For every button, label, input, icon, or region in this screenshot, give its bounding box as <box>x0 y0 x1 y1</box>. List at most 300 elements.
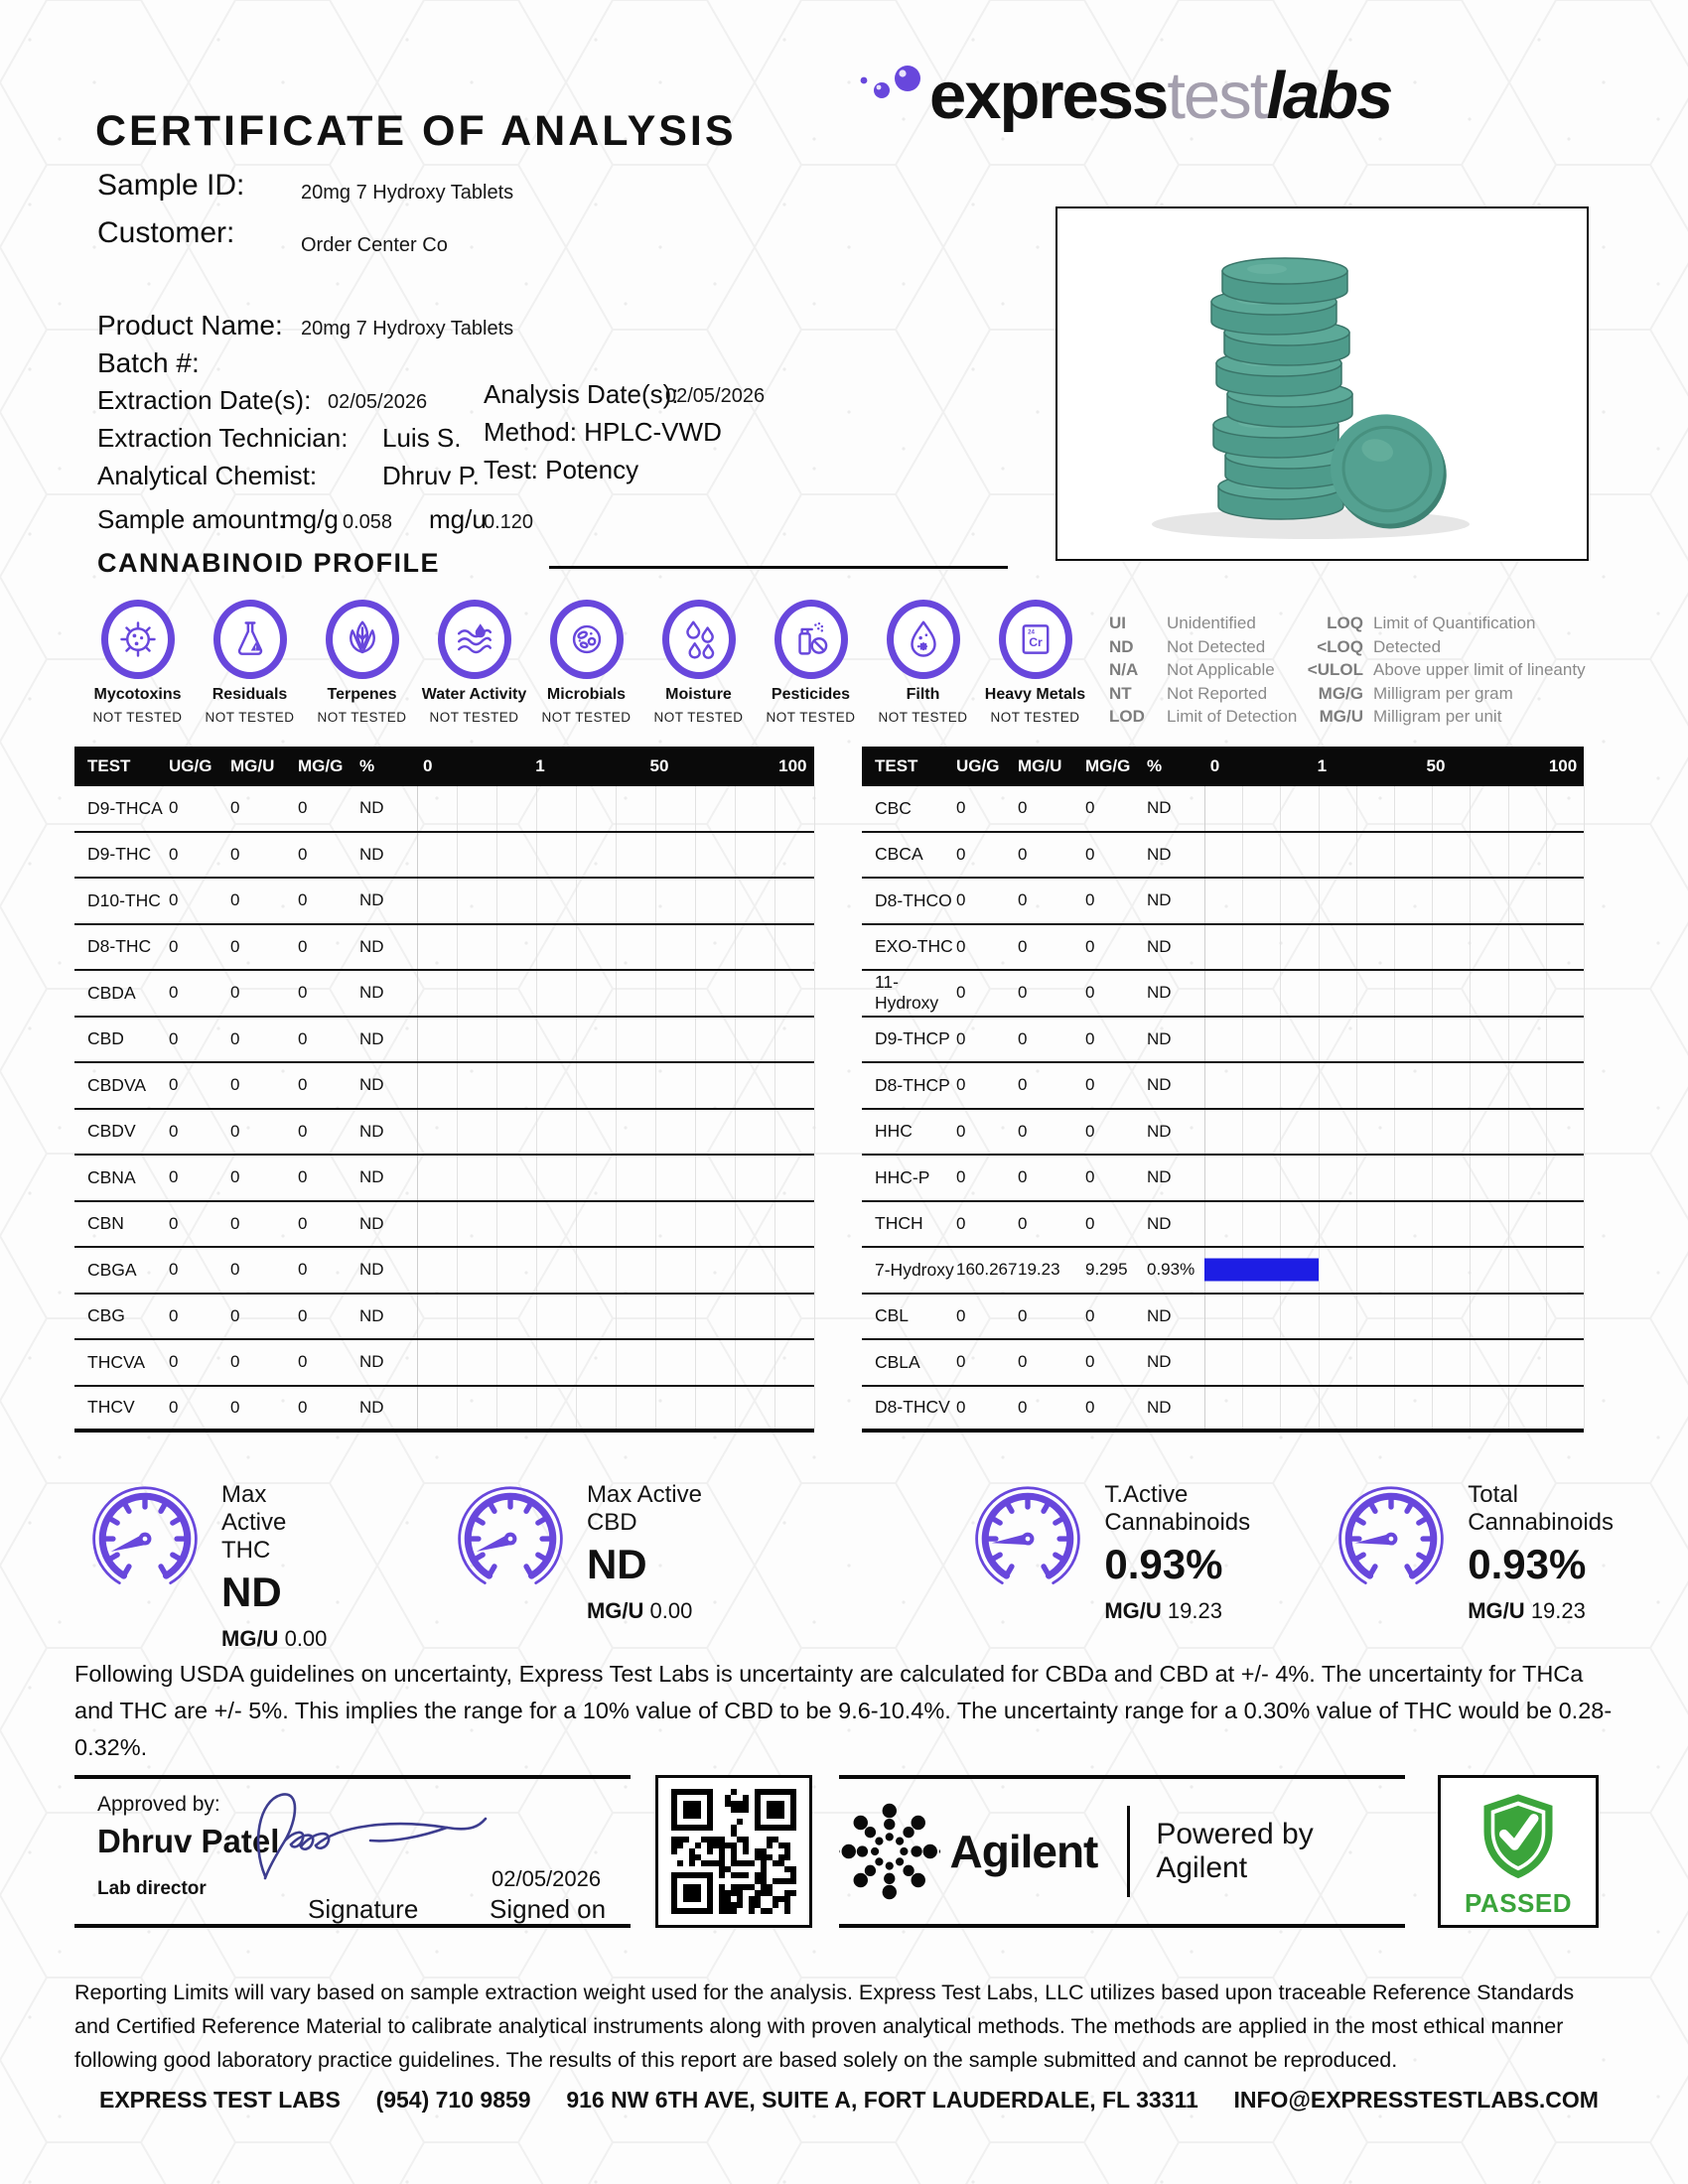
reporting-disclaimer: Reporting Limits will vary based on sample extraction weight used for the analysis. Express Test Labs, LLC utilizes based upon traceable Reference Standards and Certified Reference Material to calibrate analytical instruments along with proven analytical methods. The methods are applied in the most ethical manner following good laboratory practice guidelines. The results of this report are based solely on the sample submitted and cannot be reproduced. <box>74 1980 1575 2072</box>
result-bar-cell <box>417 1018 814 1062</box>
gridline <box>814 925 815 970</box>
gridline <box>695 1202 696 1247</box>
value-mgu: 0 <box>230 1213 240 1233</box>
result-bar-cell <box>1204 1387 1584 1430</box>
screening-panel <box>979 600 1091 725</box>
gridline <box>1319 925 1320 970</box>
gridline <box>735 1110 736 1155</box>
table-row <box>74 879 814 925</box>
value-mgg: 0 <box>298 844 308 864</box>
gridline <box>1584 1295 1585 1339</box>
gridline <box>655 786 656 831</box>
legend-abbr: <LOQ <box>1317 636 1363 656</box>
gridline <box>735 1248 736 1293</box>
gridline <box>1204 1110 1205 1155</box>
gridline <box>774 1248 775 1293</box>
gridline <box>1584 925 1585 970</box>
value-mgg: 0 <box>298 1305 308 1325</box>
gauge-amount: 19.23 <box>1167 1598 1222 1623</box>
scale-tick: 50 <box>1426 756 1446 775</box>
svg-text:24: 24 <box>1027 628 1035 636</box>
gridline <box>1394 1248 1395 1293</box>
value-mgg: 0 <box>298 890 308 910</box>
table-row <box>862 1340 1584 1387</box>
gridline <box>457 879 458 923</box>
shield-check-icon <box>1473 1790 1564 1881</box>
gridline <box>616 925 617 970</box>
gridline <box>457 1063 458 1108</box>
result-bar-cell <box>417 1387 814 1430</box>
gridline <box>536 879 537 923</box>
value-mgu: 0 <box>230 798 240 818</box>
gridline <box>496 1202 497 1247</box>
scale-tick: 50 <box>649 756 669 775</box>
value-ugg: 0 <box>956 1121 966 1141</box>
gridline <box>576 833 577 878</box>
table-row <box>74 971 814 1018</box>
test-name: D8-THCP <box>875 1074 950 1095</box>
value-ugg: 0 <box>169 1121 179 1141</box>
panel-status: NOT TESTED <box>766 710 856 725</box>
gauge-unit: MG/U <box>221 1626 279 1651</box>
gridline <box>1508 925 1509 970</box>
value-ugg: 0 <box>169 1167 179 1187</box>
gridline <box>1394 1295 1395 1339</box>
value-mgg: 0 <box>1085 844 1095 864</box>
gridline <box>417 971 418 1016</box>
gridline <box>1356 786 1357 831</box>
legend-entry <box>1296 614 1586 633</box>
passed-label: PASSED <box>1465 1888 1572 1918</box>
gridline <box>655 879 656 923</box>
gridline <box>417 1063 418 1108</box>
gridline <box>1242 971 1243 1016</box>
test-name: THCVA <box>87 1351 146 1372</box>
legend-desc: Limit of Detection <box>1167 707 1298 726</box>
test-name: CBCA <box>875 844 923 865</box>
value-mgu: 0 <box>230 936 240 956</box>
gridline <box>1319 833 1320 878</box>
gridline <box>1432 1110 1433 1155</box>
value-pct: ND <box>1147 1075 1172 1095</box>
gridline <box>1242 833 1243 878</box>
table-row <box>862 833 1584 880</box>
test-name: CBLA <box>875 1351 920 1372</box>
value-ugg: 0 <box>956 1213 966 1233</box>
gridline <box>496 1295 497 1339</box>
panel-label: Filth <box>906 686 940 703</box>
gridline <box>496 925 497 970</box>
microbials-icon <box>550 600 624 679</box>
screening-panels <box>81 600 1091 725</box>
gridline <box>1356 925 1357 970</box>
value-pct: ND <box>1147 1352 1172 1372</box>
gridline <box>735 1063 736 1108</box>
test-name: CBL <box>875 1305 910 1326</box>
gridline <box>1470 1156 1471 1200</box>
value-pct: ND <box>1147 1028 1172 1048</box>
gridline <box>814 1340 815 1385</box>
test-name: D9-THCP <box>875 1028 950 1049</box>
value-mgu: 0 <box>230 1028 240 1048</box>
scale-tick: 100 <box>778 756 807 775</box>
gridline <box>735 879 736 923</box>
gridline <box>1546 1063 1547 1108</box>
gauge-icon <box>452 1477 569 1598</box>
signature-label: Signature <box>308 1894 419 1924</box>
legend-entry <box>1296 660 1586 680</box>
gridline <box>1432 833 1433 878</box>
sample-amount-mgg-label: mg/g <box>281 504 339 534</box>
method-label: Method: HPLC-VWD <box>484 417 722 447</box>
svg-text:!: ! <box>254 645 257 652</box>
terpenes-icon <box>326 600 399 679</box>
gauge-icon <box>969 1477 1086 1598</box>
table-row <box>862 1110 1584 1157</box>
svg-text:Cr: Cr <box>1028 635 1043 650</box>
test-name: CBDA <box>87 982 136 1003</box>
screening-panel <box>867 600 979 725</box>
panel-label: Pesticides <box>771 686 851 703</box>
test-name: CBNA <box>87 1166 136 1187</box>
gridline <box>576 1340 577 1385</box>
panel-label: Microbials <box>546 686 627 703</box>
gridline <box>1508 1340 1509 1385</box>
table-row <box>74 1110 814 1157</box>
gridline <box>735 925 736 970</box>
result-bar-cell <box>1204 1063 1584 1108</box>
gridline <box>536 1387 537 1430</box>
gridline <box>1470 1387 1471 1430</box>
result-bar-cell <box>417 1063 814 1108</box>
panel-status: NOT TESTED <box>990 710 1080 725</box>
result-bar-cell <box>417 833 814 878</box>
gridline <box>1432 1156 1433 1200</box>
value-ugg: 160.267 <box>956 1260 1018 1280</box>
chemist-value: Dhruv P. <box>382 461 480 490</box>
gridline <box>616 971 617 1016</box>
gridline <box>1508 879 1509 923</box>
result-bar-cell <box>1204 1202 1584 1247</box>
gridline <box>774 1018 775 1062</box>
gridline <box>695 833 696 878</box>
gridline <box>417 1202 418 1247</box>
gridline <box>616 1018 617 1062</box>
table-header <box>862 747 1584 786</box>
gridline <box>1280 1063 1281 1108</box>
sample-id-label: Sample ID: <box>97 169 245 202</box>
test-name: CBC <box>875 797 912 818</box>
gridline <box>576 1063 577 1108</box>
result-bar <box>1204 1259 1319 1282</box>
value-mgg: 0 <box>298 1213 308 1233</box>
gauge-value: ND <box>586 1541 647 1587</box>
gridline <box>616 879 617 923</box>
legend-abbr: LOQ <box>1327 614 1363 632</box>
gridline <box>695 925 696 970</box>
analysis-date-label: Analysis Date(s): <box>484 379 679 409</box>
gridline <box>536 786 537 831</box>
scale-tick: 1 <box>1317 756 1328 775</box>
gridline <box>1470 1110 1471 1155</box>
value-pct: ND <box>359 1121 384 1141</box>
scale-axis <box>417 747 814 786</box>
value-mgu: 19.23 <box>1018 1260 1060 1280</box>
gridline <box>576 1202 577 1247</box>
gridline <box>616 1202 617 1247</box>
gridline <box>814 1248 815 1293</box>
gauge-value: 0.93% <box>1468 1541 1587 1587</box>
result-bar-cell <box>1204 1340 1584 1385</box>
value-ugg: 0 <box>169 1213 179 1233</box>
gridline <box>536 1156 537 1200</box>
screening-panel <box>418 600 530 725</box>
gridline <box>1584 879 1585 923</box>
result-bar-cell <box>417 879 814 923</box>
screening-panel <box>530 600 642 725</box>
gridline <box>735 1202 736 1247</box>
value-mgg: 0 <box>1085 1028 1095 1048</box>
legend-desc: Detected <box>1373 636 1442 656</box>
moisture-icon <box>662 600 736 679</box>
extraction-tech-label: Extraction Technician: <box>97 423 349 453</box>
value-mgu: 0 <box>1018 1028 1028 1048</box>
panel-label: Moisture <box>665 686 732 703</box>
test-name: 7-Hydroxy <box>875 1259 954 1280</box>
gridline <box>1432 786 1433 831</box>
gridline <box>1432 971 1433 1016</box>
gridline <box>616 1248 617 1293</box>
gridline <box>1280 971 1281 1016</box>
gauge <box>1333 1477 1614 1652</box>
gridline <box>1508 1063 1509 1108</box>
value-pct: ND <box>359 1260 384 1280</box>
legend-abbr: MG/G <box>1318 683 1363 703</box>
gridline <box>417 833 418 878</box>
test-name: D8-THCO <box>875 889 952 910</box>
gridline <box>735 1295 736 1339</box>
gridline <box>616 1387 617 1430</box>
gridline <box>457 786 458 831</box>
col-mgg: MG/G <box>1085 756 1131 775</box>
water-activity-icon <box>438 600 511 679</box>
gridline <box>1204 1202 1205 1247</box>
gridline <box>814 1018 815 1062</box>
gridline <box>1204 1156 1205 1200</box>
gridline <box>814 1387 815 1430</box>
value-pct: ND <box>1147 1167 1172 1187</box>
gauge-texts <box>221 1477 337 1652</box>
gridline <box>1280 833 1281 878</box>
value-mgg: 0 <box>298 1167 308 1187</box>
gauge-title: Max Active CBD <box>586 1481 702 1536</box>
gridline <box>735 971 736 1016</box>
gridline <box>496 1110 497 1155</box>
value-pct: ND <box>1147 890 1172 910</box>
value-pct: ND <box>1147 844 1172 864</box>
table-row <box>862 1202 1584 1249</box>
value-mgg: 0 <box>1085 1213 1095 1233</box>
gridline <box>774 833 775 878</box>
scale-tick: 0 <box>1209 756 1220 775</box>
logo-labs: labs <box>1266 59 1392 133</box>
gridline <box>1394 1387 1395 1430</box>
result-bar-cell <box>417 971 814 1016</box>
gridline <box>814 1156 815 1200</box>
gridline <box>1394 879 1395 923</box>
panel-status: NOT TESTED <box>541 710 632 725</box>
value-ugg: 0 <box>956 1352 966 1372</box>
gauge-unit: MG/U <box>586 1598 644 1623</box>
gridline <box>814 971 815 1016</box>
footer-company: EXPRESS TEST LABS <box>99 2087 341 2113</box>
test-label: Test: Potency <box>484 455 639 484</box>
gridline <box>695 786 696 831</box>
gridline <box>1280 786 1281 831</box>
value-mgu: 0 <box>1018 1167 1028 1187</box>
screening-panel <box>306 600 418 725</box>
test-name: CBDV <box>87 1121 136 1142</box>
gridline <box>655 1018 656 1062</box>
test-name: D10-THC <box>87 889 161 910</box>
gridline <box>1204 1340 1205 1385</box>
gridline <box>1319 1340 1320 1385</box>
value-pct: ND <box>1147 1305 1172 1325</box>
value-ugg: 0 <box>169 1305 179 1325</box>
logo-express: express <box>929 59 1168 133</box>
gridline <box>774 786 775 831</box>
result-bar-cell <box>417 1248 814 1293</box>
gridline <box>1394 786 1395 831</box>
result-bar-cell <box>1204 925 1584 970</box>
gridline <box>1242 1202 1243 1247</box>
gridline <box>1280 1340 1281 1385</box>
test-name: CBGA <box>87 1259 137 1280</box>
gridline <box>1546 1340 1547 1385</box>
test-name: D9-THC <box>87 844 152 865</box>
gridline <box>496 1063 497 1108</box>
gridline <box>496 786 497 831</box>
value-mgg: 0 <box>1085 1352 1095 1372</box>
filth-icon <box>887 600 960 679</box>
gridline <box>1319 786 1320 831</box>
gridline <box>1470 1295 1471 1339</box>
gridline <box>695 1110 696 1155</box>
gridline <box>616 1340 617 1385</box>
page-title: CERTIFICATE OF ANALYSIS <box>95 107 737 155</box>
gridline <box>1508 1018 1509 1062</box>
value-mgu: 0 <box>1018 936 1028 956</box>
scale-axis <box>1204 747 1584 786</box>
gridline <box>417 1295 418 1339</box>
value-ugg: 0 <box>169 1028 179 1048</box>
qr-code <box>655 1775 812 1928</box>
gridline <box>496 1018 497 1062</box>
screening-panel <box>642 600 755 725</box>
gridline <box>496 971 497 1016</box>
logo-bubbles-icon <box>856 59 927 114</box>
gridline <box>1584 971 1585 1016</box>
gridline <box>1319 971 1320 1016</box>
gridline <box>496 1156 497 1200</box>
gridline <box>576 925 577 970</box>
panel-status: NOT TESTED <box>205 710 295 725</box>
batch-label: Batch #: <box>97 347 200 378</box>
gridline <box>1356 1248 1357 1293</box>
customer-value: Order Center Co <box>301 234 448 256</box>
gridline <box>457 1248 458 1293</box>
table-row <box>74 1248 814 1295</box>
gridline <box>457 833 458 878</box>
gridline <box>1546 1248 1547 1293</box>
gridline <box>496 833 497 878</box>
value-ugg: 0 <box>169 1075 179 1095</box>
result-bar-cell <box>1204 1018 1584 1062</box>
gridline <box>457 925 458 970</box>
table-row <box>74 925 814 972</box>
gridline <box>576 971 577 1016</box>
value-mgu: 0 <box>1018 1121 1028 1141</box>
gridline <box>1319 1110 1320 1155</box>
legend-abbr: <ULOL <box>1307 660 1363 679</box>
value-mgu: 0 <box>1018 1075 1028 1095</box>
value-pct: ND <box>359 1167 384 1187</box>
value-mgg: 0 <box>1085 1075 1095 1095</box>
gauge-unit: MG/U <box>1468 1598 1525 1623</box>
extraction-date-label: Extraction Date(s): <box>97 385 312 415</box>
gridline <box>1508 786 1509 831</box>
gridline <box>774 971 775 1016</box>
gridline <box>655 1156 656 1200</box>
summary-gauges <box>74 1477 1614 1652</box>
value-mgg: 9.295 <box>1085 1260 1128 1280</box>
gridline <box>576 1110 577 1155</box>
sample-amount-mgu-value: 0.120 <box>484 511 534 533</box>
value-mgu: 0 <box>230 983 240 1003</box>
gridline <box>1470 1063 1471 1108</box>
brand-logo-text <box>929 58 1391 134</box>
value-mgg: 0 <box>298 1121 308 1141</box>
gridline <box>1319 879 1320 923</box>
mycotoxins-icon <box>101 600 175 679</box>
screening-panel <box>81 600 194 725</box>
value-pct: ND <box>359 798 384 818</box>
test-name: CBN <box>87 1213 124 1234</box>
gridline <box>695 971 696 1016</box>
gridline <box>1242 1063 1243 1108</box>
table-row <box>862 1295 1584 1341</box>
gridline <box>1394 925 1395 970</box>
brand-logo <box>856 58 1391 134</box>
table-row <box>74 1295 814 1341</box>
gauge-value: ND <box>221 1569 282 1615</box>
sample-amount-mgu-label: mg/u <box>429 504 487 534</box>
test-name: CBD <box>87 1028 124 1049</box>
gridline <box>1280 1387 1281 1430</box>
legend-entry <box>1109 660 1297 680</box>
gridline <box>1242 1018 1243 1062</box>
result-bar-cell <box>1204 971 1584 1016</box>
gridline <box>1470 786 1471 831</box>
gridline <box>457 1018 458 1062</box>
gridline <box>536 1295 537 1339</box>
panel-status: NOT TESTED <box>878 710 968 725</box>
agilent-starburst-icon <box>839 1792 940 1911</box>
panel-label: Terpenes <box>327 686 397 703</box>
gridline <box>1394 1156 1395 1200</box>
test-name: HHC <box>875 1121 913 1142</box>
value-pct: ND <box>359 1397 384 1417</box>
